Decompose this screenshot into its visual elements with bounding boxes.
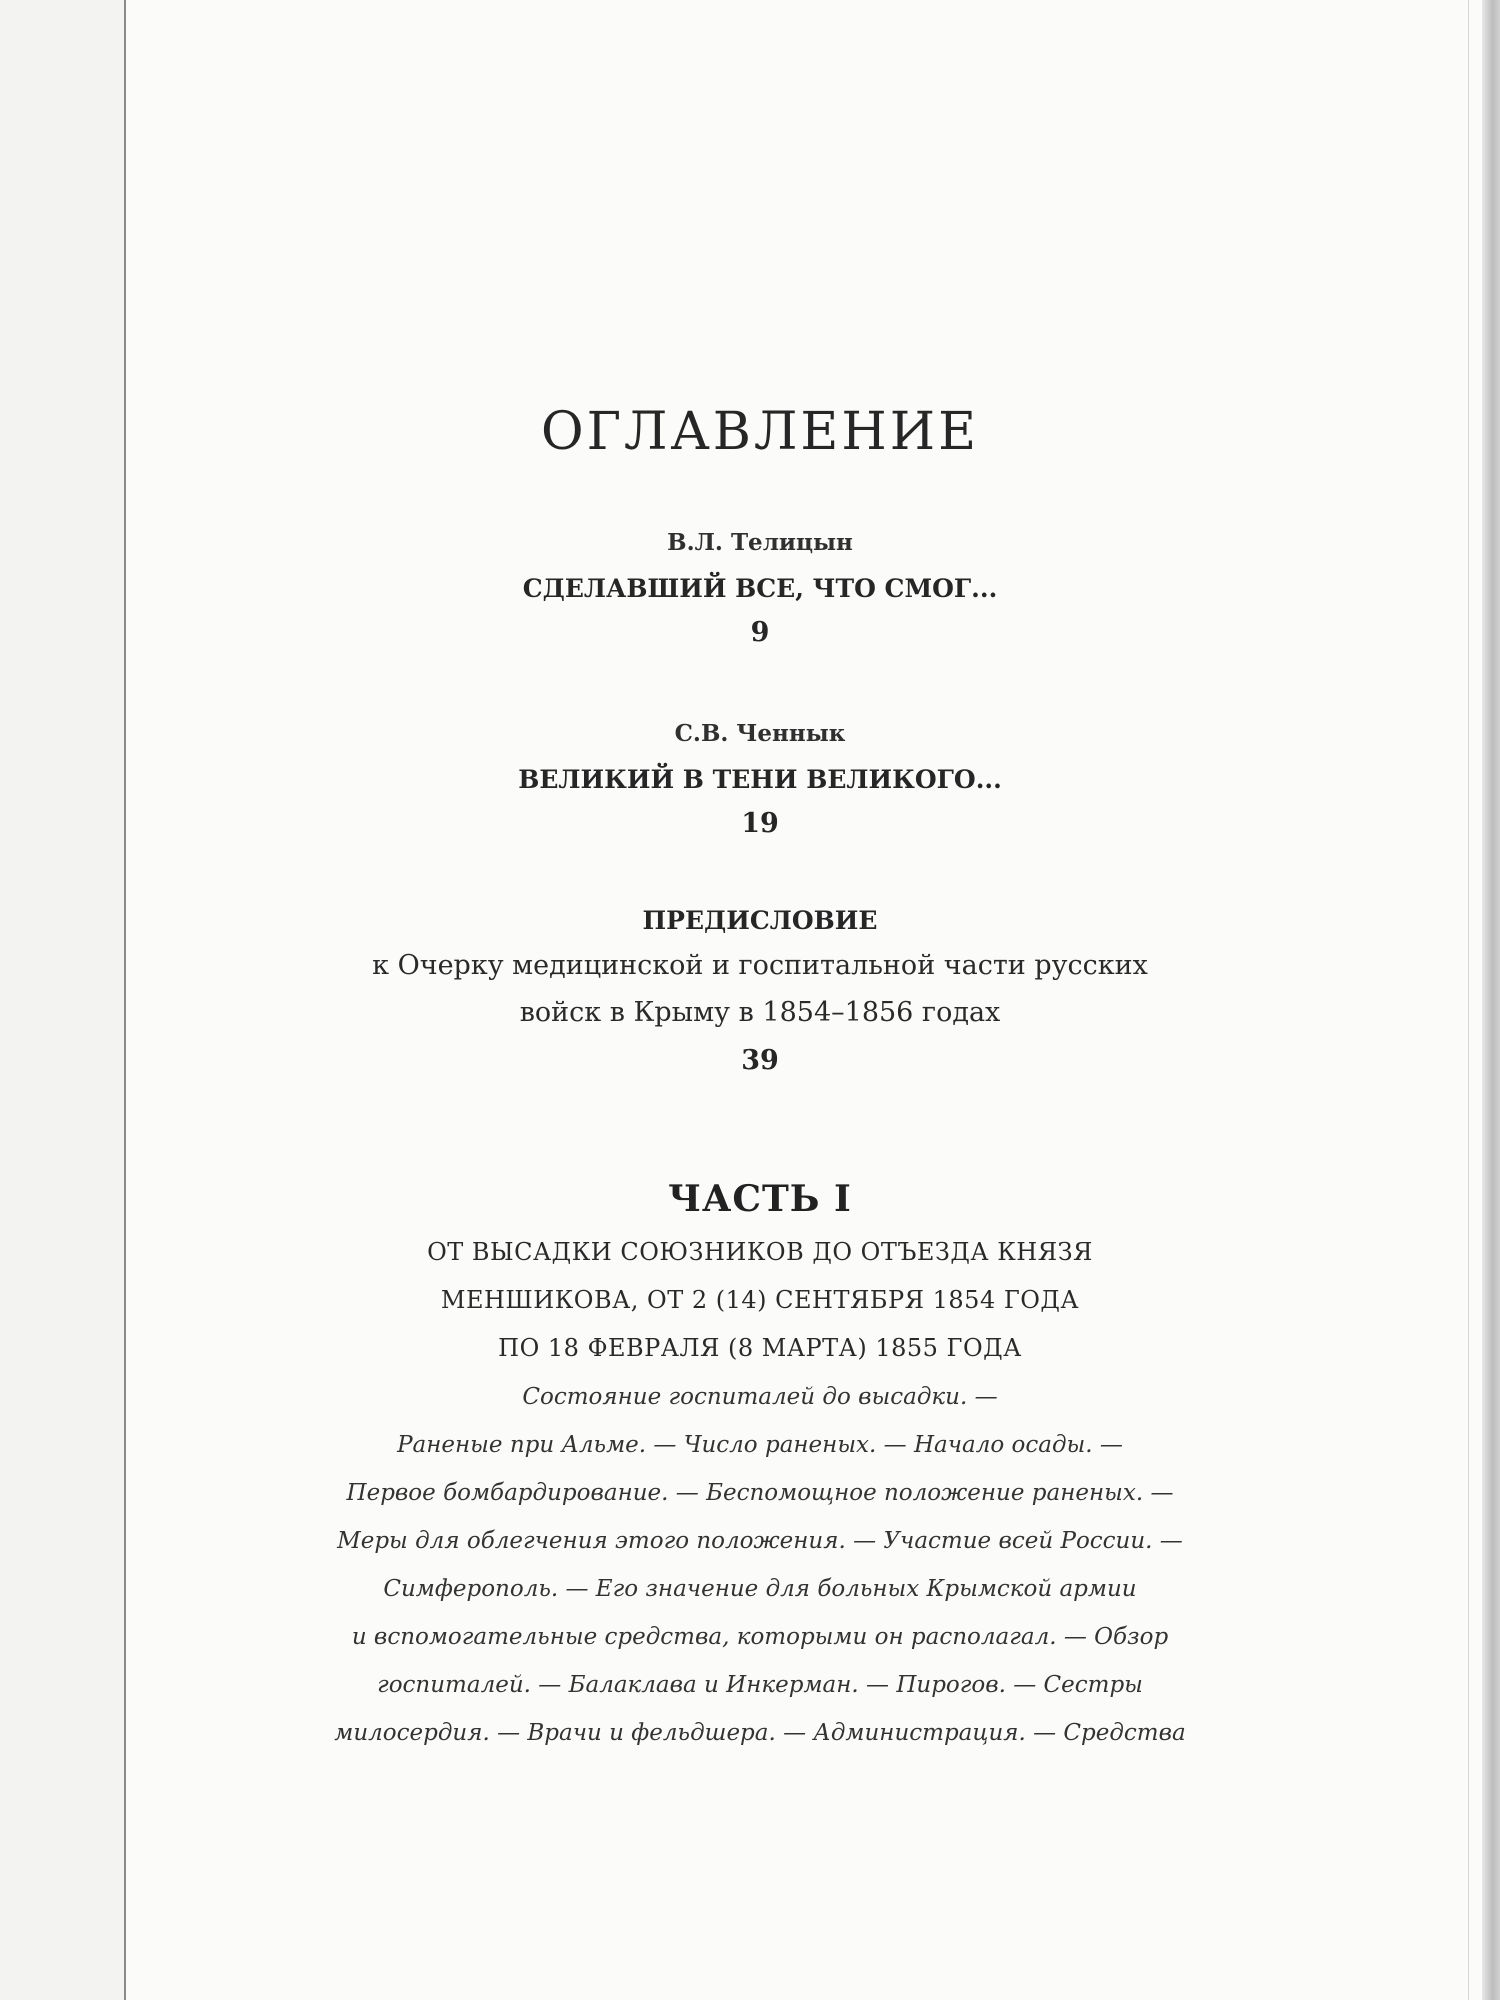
part-1-title: ЧАСТЬ I bbox=[668, 1178, 852, 1220]
part-1-summary-line-4: Меры для облегчения этого положения. — Участие всей России. — bbox=[337, 1528, 1183, 1554]
toc-title: ОГЛАВЛЕНИЕ bbox=[540, 402, 980, 462]
entry-1-page-number: 9 bbox=[750, 617, 770, 648]
entry-2-heading: ВЕЛИКИЙ В ТЕНИ ВЕЛИКОГО... bbox=[518, 765, 1002, 794]
part-1-summary-line-5: Симферополь. — Его значение для больных Крымской армии bbox=[383, 1576, 1137, 1602]
entry-3-subtitle-line-2: войск в Крыму в 1854–1856 годах bbox=[519, 997, 1001, 1028]
facing-page-margin bbox=[0, 0, 124, 2000]
part-1-subtitle-line-1: ОТ ВЫСАДКИ СОЮЗНИКОВ ДО ОТЪЕЗДА КНЯЗЯ bbox=[427, 1238, 1093, 1266]
page-edge-shadow bbox=[1482, 0, 1500, 2000]
entry-3-heading: ПРЕДИСЛОВИЕ bbox=[642, 906, 878, 935]
page-edge-line bbox=[1468, 0, 1469, 2000]
entry-3-page-number: 39 bbox=[741, 1045, 779, 1076]
entry-2-page-number: 19 bbox=[741, 808, 779, 839]
part-1-subtitle-line-3: ПО 18 ФЕВРАЛЯ (8 МАРТА) 1855 ГОДА bbox=[498, 1334, 1022, 1362]
part-1-summary-line-8: милосердия. — Врачи и фельдшера. — Администрация. — Средства bbox=[334, 1720, 1186, 1746]
part-1-summary-line-6: и вспомогательные средства, которыми он располагал. — Обзор bbox=[351, 1624, 1169, 1650]
part-1-summary-line-7: госпиталей. — Балаклава и Инкерман. — Пирогов. — Сестры bbox=[377, 1672, 1143, 1698]
part-1-summary-line-2: Раненые при Альме. — Число раненых. — Начало осады. — bbox=[397, 1432, 1123, 1458]
entry-1-heading: СДЕЛАВШИЙ ВСЕ, ЧТО СМОГ... bbox=[522, 574, 998, 603]
part-1-subtitle-line-2: МЕНШИКОВА, ОТ 2 (14) СЕНТЯБРЯ 1854 ГОДА bbox=[440, 1286, 1080, 1314]
entry-1-author: В.Л. Телицын bbox=[667, 529, 853, 556]
book-spine-line bbox=[124, 0, 126, 2000]
entry-2-author: С.В. Ченнык bbox=[674, 720, 846, 747]
part-1-summary-line-3: Первое бомбардирование. — Беспомощное положение раненых. — bbox=[346, 1480, 1174, 1506]
entry-3-subtitle-line-1: к Очерку медицинской и госпитальной части русских bbox=[372, 950, 1148, 981]
part-1-summary-line-1: Состояние госпиталей до высадки. — bbox=[522, 1384, 998, 1410]
